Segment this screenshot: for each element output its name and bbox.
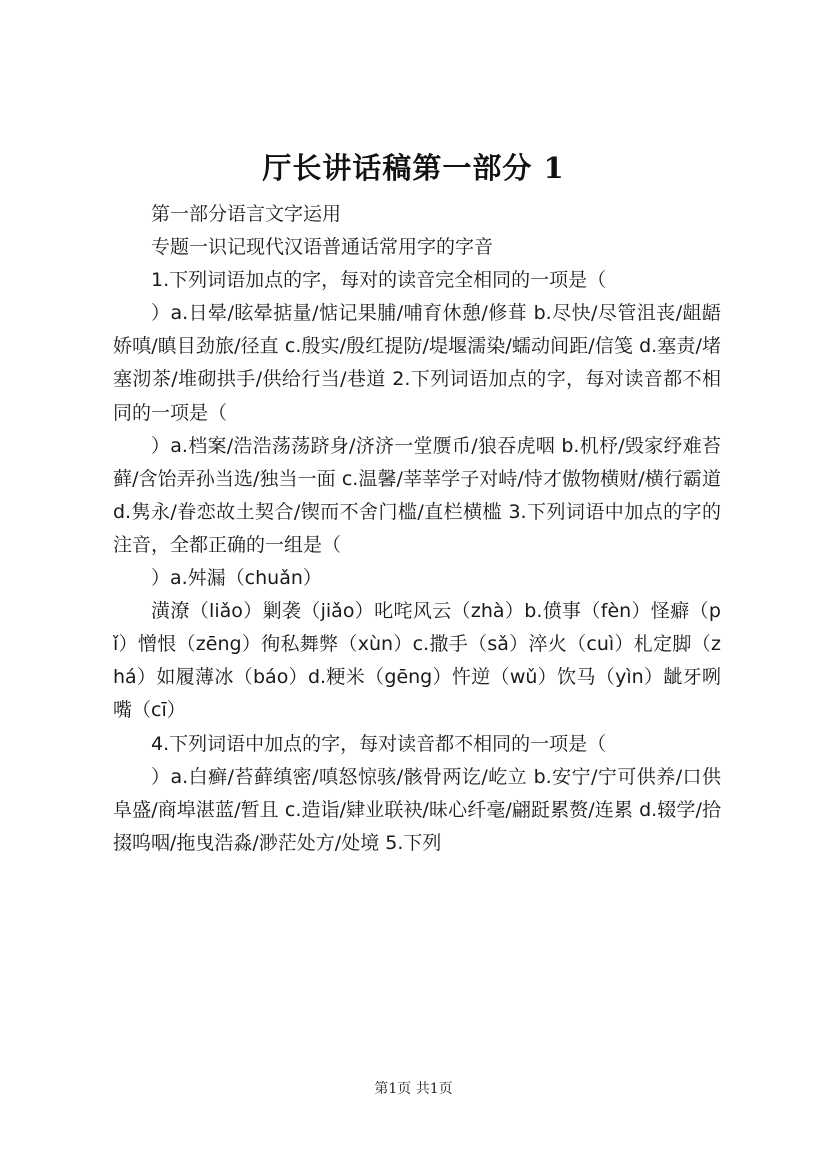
paragraph: 4.下列词语中加点的字，每对读音都不相同的一项是（ (151, 732, 607, 755)
page-footer: 第1页 共1页 (374, 1081, 453, 1097)
paragraph: 1.下列词语加点的字，每对的读音完全相同的一项是（ (151, 269, 607, 292)
paragraph: 专题一识记现代汉语普通话常用字的字音 (151, 236, 494, 259)
paragraph: 第一部分语言文字运用 (151, 203, 342, 225)
paragraph: ）a.舛漏（chuǎn） (151, 567, 322, 590)
paragraph: 潢潦（liǎo）剿袭（jiǎo）叱咤风云（zhà）b.偾事（fèn）怪癖（pǐ）憎恨（zēng）徇私舞弊（xùn）c.撒手（sǎ）淬火（cuì）札定脚（zhá）如履薄冰（báo）d.粳米（gēng）忤逆（wǔ）饮马（yìn）龇牙咧嘴（cī） (113, 600, 721, 722)
document-body (113, 198, 721, 860)
document-title: 厅长讲话稿第一部分 1 (262, 151, 565, 185)
paragraph: ）a.日晕/眩晕掂量/惦记果脯/哺育休憩/修葺 b.尽快/尽管沮丧/龃龉娇嗔/瞋目劲旅/径直 c.殷实/殷红提防/堤堰濡染/蠕动间距/信笺 d.塞责/堵塞沏茶/堆砌拱手/供给行当/巷道 2.下列词语加点的字，每对读音都不相同的一项是（ (113, 302, 721, 424)
paragraph: ）a.档案/浩浩荡荡跻身/济济一堂赝币/狼吞虎咽 b.机杼/毁家纾难苔藓/含饴弄孙当选/独当一面 c.温馨/莘莘学子对峙/恃才傲物横财/横行霸道 d.隽永/眷恋故土契合/锲而不舍门槛/直栏横槛 3.下列词语中加点的字的注音，全都正确的一组是（ (113, 434, 721, 556)
paragraph: ）a.白癣/苔藓缜密/嗔怒惊骇/骸骨两讫/屹立 b.安宁/宁可供养/口供阜盛/商埠湛蓝/暂且 c.造诣/肄业联袂/昧心纤毫/翩跹累赘/连累 d.辍学/拾掇呜咽/拖曳浩淼/渺茫处方/处境 5.下列 (113, 765, 721, 854)
